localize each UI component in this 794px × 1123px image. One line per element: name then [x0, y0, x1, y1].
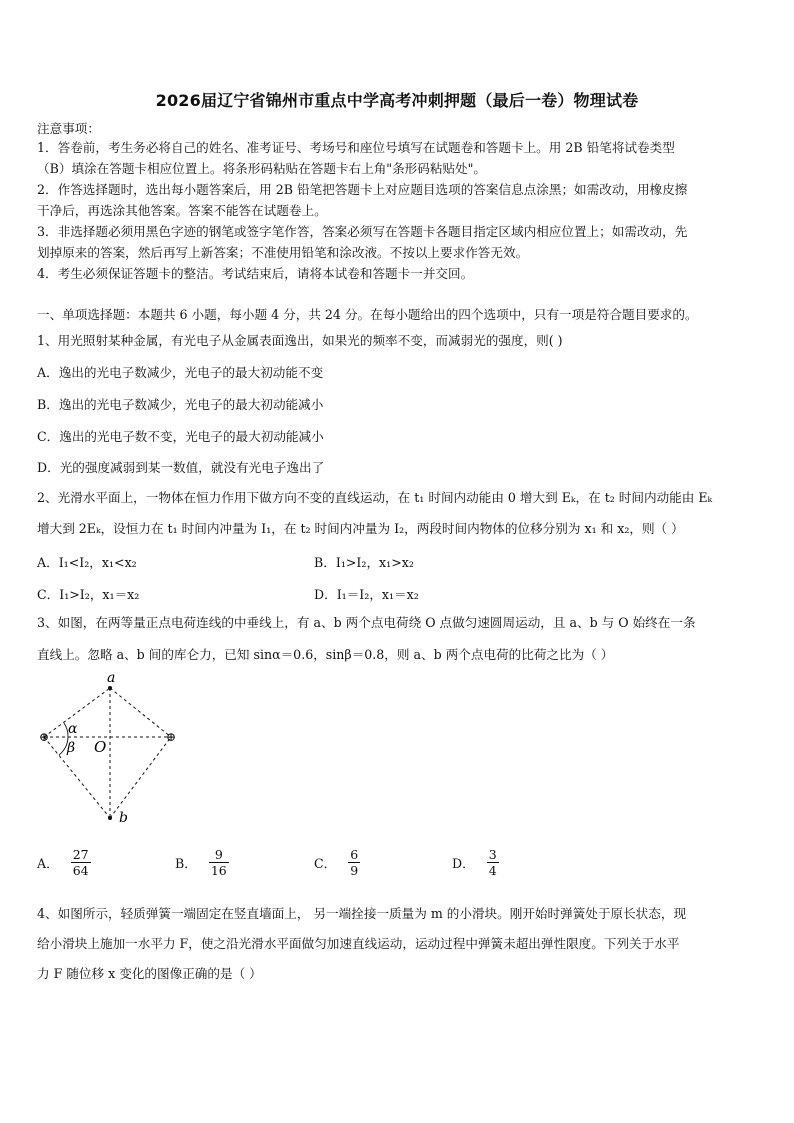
q3-option-d-numerator: 3 [488, 847, 497, 862]
q3-charge-right: ⊕ [165, 730, 177, 744]
q3-label-o: O [94, 738, 107, 756]
q3-options-row [37, 847, 759, 887]
q3-option-b-numerator: 9 [209, 847, 229, 863]
q3-line-b-right [110, 737, 171, 818]
q3-option-c-fraction [348, 847, 360, 878]
q1-stem: 1、用光照射某种金属，有光电子从金属表面逸出，如果光的频率不变，而减弱光的强度，则( ) [37, 333, 563, 348]
q2-option-a: A．I₁<I₂，x₁<x₂ [37, 555, 137, 570]
q3-point-a [108, 686, 112, 690]
q2-stem-line-1: 2、光滑水平面上，一物体在恒力作用下做方向不变的直线运动，在 t₁ 时间内动能由 0 增大到 Eₖ，在 t₂ 时间内动能由 Eₖ [37, 490, 713, 505]
q4-stem-line-2: 给小滑块上施加一水平力 F，使之沿光滑水平面做匀加速直线运动，运动过程中弹簧未超出弹性限度。下列关于水平 [37, 936, 680, 951]
notice-line-1: 1．答卷前，考生务必将自己的姓名、准考证号、考场号和座位号填写在试题卷和答题卡上。用 2B 铅笔将试卷类型 [37, 140, 675, 155]
notice-line-4: 干净后，再选涂其他答案。答案不能答在试题卷上。 [37, 203, 327, 218]
q3-label-b: b [119, 810, 128, 826]
exam-title: 2026届辽宁省锦州市重点中学高考冲刺押题（最后一卷）物理试卷 [155, 91, 639, 110]
q3-option-d [452, 847, 499, 878]
notice-line-6: 划掉原来的答案，然后再写上新答案；不准使用铅笔和涂改液。不按以上要求作答无效。 [37, 245, 529, 260]
q3-option-a-letter: A． [37, 856, 59, 871]
q3-option-c [314, 847, 360, 878]
notice-line-7: 4．考生必须保证答题卡的整洁。考试结束后，请将本试卷和答题卡一并交回。 [37, 266, 474, 281]
q3-option-a-denominator: 64 [72, 863, 89, 878]
q3-stem-line-1: 3、如图，在两等量正点电荷连线的中垂线上，有 a、b 两个点电荷绕 O 点做匀速圆周运动，且 a、b 与 O 始终在一条 [37, 615, 696, 630]
q3-option-a [37, 847, 91, 878]
q4-stem-line-3: 力 F 随位移 x 变化的图像正确的是（ ） [37, 966, 262, 981]
notice-line-2: （B）填涂在答题卡相应位置上。将条形码粘贴在答题卡右上角"条形码粘贴处"。 [37, 161, 487, 176]
q1-option-c: C．逸出的光电子数不变，光电子的最大初动能减小 [37, 429, 324, 444]
q3-option-d-denominator: 4 [488, 863, 497, 878]
q3-point-b [108, 816, 112, 820]
q3-option-c-denominator: 9 [350, 863, 359, 878]
q3-option-b-letter: B． [175, 856, 197, 871]
q1-option-a: A．逸出的光电子数减少，光电子的最大初动能不变 [37, 365, 324, 380]
notice-line-5: 3．非选择题必须用黑色字迹的钢笔或签字笔作答，答案必须写在答题卡各题目指定区域内相应位置上；如需改动，先 [37, 224, 688, 239]
notice-line-3: 2．作答选择题时，选出每小题答案后，用 2B 铅笔把答题卡上对应题目选项的答案信息点涂黑；如需改动，用橡皮擦 [37, 182, 688, 197]
q2-option-c: C．I₁>I₂，x₁＝x₂ [37, 587, 140, 602]
q3-option-c-letter: C． [314, 856, 337, 871]
q3-figure [30, 668, 190, 828]
q3-label-beta: β [67, 740, 76, 756]
q3-option-d-letter: D． [452, 856, 475, 871]
q1-option-b: B．逸出的光电子数减少，光电子的最大初动能减小 [37, 397, 324, 412]
q4-stem-line-1: 4、如图所示，轻质弹簧一端固定在竖直墙面上， 另一端拴接一质量为 m 的小滑块。刚开始时弹簧处于原长状态，现 [37, 906, 687, 921]
q2-option-b: B．I₁>I₂，x₁>x₂ [314, 555, 414, 570]
q3-stem-line-2: 直线上。忽略 a、b 间的库仑力，已知 sinα＝0.6，sinβ＝0.8，则 a、b 两个点电荷的比荷之比为（ ） [37, 647, 614, 662]
q3-option-b [175, 847, 229, 878]
q3-option-b-denominator: 16 [210, 863, 227, 878]
q3-option-b-fraction [209, 847, 229, 878]
section-heading: 一、单项选择题：本题共 6 小题，每小题 4 分，共 24 分。在每小题给出的四个选项中，只有一项是符合题目要求的。 [37, 307, 698, 322]
q3-line-a-right [110, 688, 171, 737]
q3-label-a: a [107, 670, 116, 686]
notice-heading: 注意事项： [37, 121, 100, 136]
q2-option-d: D．I₁＝I₂，x₁＝x₂ [314, 587, 419, 602]
q1-option-d: D．光的强度减弱到某一数值，就没有光电子逸出了 [37, 460, 325, 475]
q3-option-c-numerator: 6 [350, 847, 359, 862]
q2-stem-line-2: 增大到 2Eₖ，设恒力在 t₁ 时间内冲量为 I₁，在 t₂ 时间内冲量为 I₂，两段时间内物体的位移分别为 x₁ 和 x₂，则（ ） [37, 521, 684, 536]
q3-label-alpha: α [68, 721, 78, 737]
q3-option-d-fraction [487, 847, 499, 878]
q3-charge-left: ⊕ [38, 730, 50, 744]
q3-option-a-fraction [71, 847, 91, 878]
q3-option-a-numerator: 27 [72, 847, 89, 862]
